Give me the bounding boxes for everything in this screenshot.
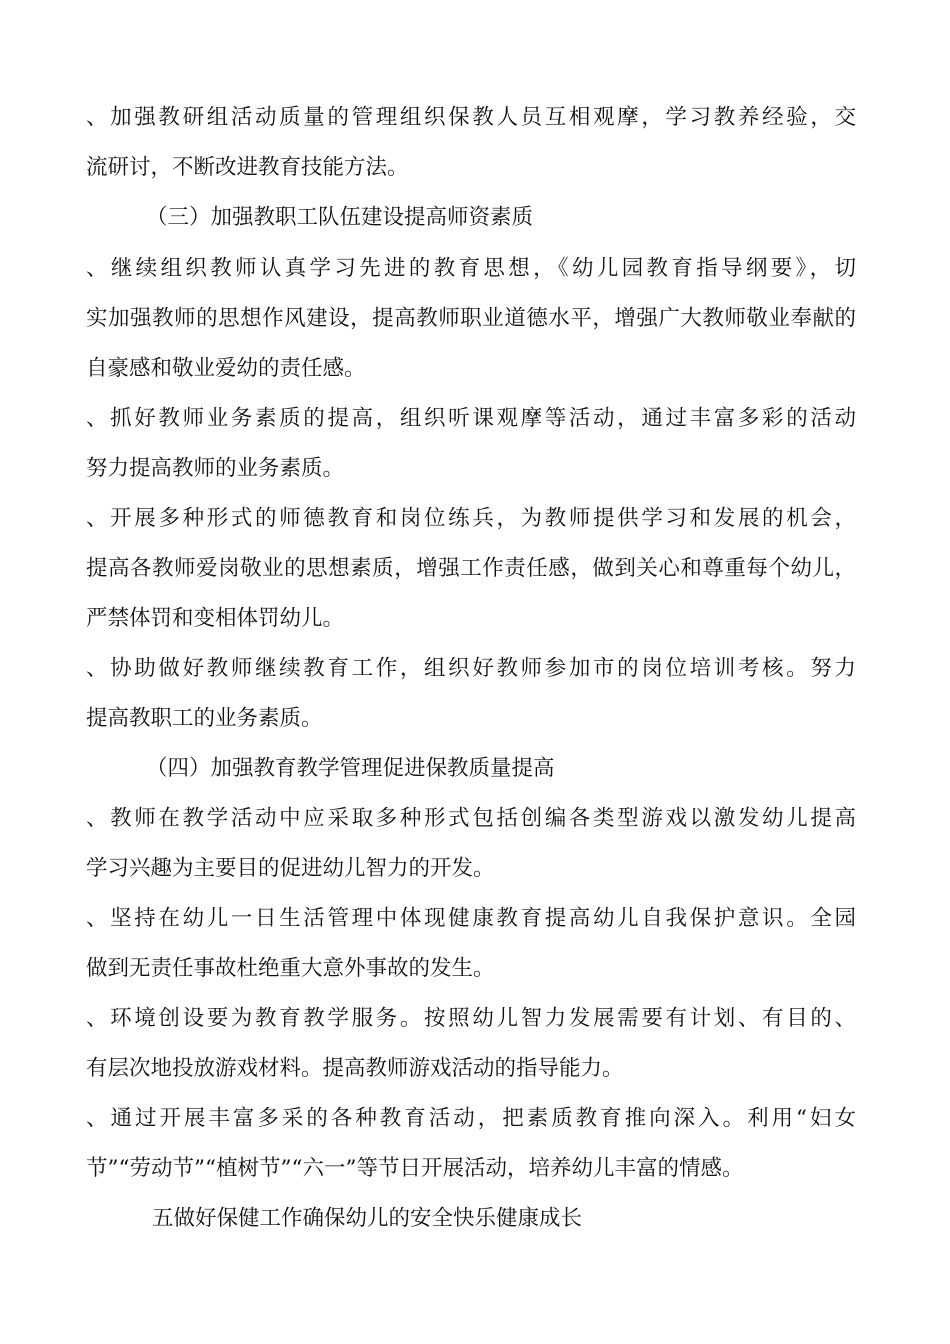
section-heading: （四）加强教育教学管理促进保教质量提高 (146, 756, 555, 781)
text-line: 、协助做好教师继续教育工作，组织好教师参加市的岗位培训考核。努力 (86, 656, 856, 681)
text-line: 自豪感和敬业爱幼的责任感。 (86, 356, 366, 381)
text-line: 努力提高教师的业务素质。 (86, 456, 345, 481)
text-line: 有层次地投放游戏材料。提高教师游戏活动的指导能力。 (86, 1056, 624, 1081)
text-line: 、开展多种形式的师德教育和岗位练兵，为教师提供学习和发展的机会， (86, 506, 856, 531)
section-heading: （三）加强教职工队伍建设提高师资素质 (146, 205, 534, 230)
text-line: 学习兴趣为主要目的促进幼儿智力的开发。 (86, 856, 495, 881)
text-line: 提高教职工的业务素质。 (86, 706, 323, 731)
text-line: 、教师在教学活动中应采取多种形式包括创编各类型游戏以激发幼儿提高 (86, 806, 856, 831)
text-line: 、通过开展丰富多采的各种教育活动，把素质教育推向深入。利用“妇女 (86, 1106, 856, 1131)
text-line: 流研讨，不断改进教育技能方法。 (86, 155, 409, 180)
text-line: 严禁体罚和变相体罚幼儿。 (86, 606, 345, 631)
text-line: 、抓好教师业务素质的提高，组织听课观摩等活动，通过丰富多彩的活动 (86, 406, 856, 431)
text-line: 、继续组织教师认真学习先进的教育思想，《幼儿园教育指导纲要》，切 (86, 256, 856, 281)
text-line: 、坚持在幼儿一日生活管理中体现健康教育提高幼儿自我保护意识。全园 (86, 906, 856, 931)
text-line: 实加强教师的思想作风建设，提高教师职业道德水平，增强广大教师敬业奉献的 (86, 306, 856, 331)
text-line: 、加强教研组活动质量的管理组织保教人员互相观摩，学习教养经验，交 (86, 105, 856, 130)
text-line: 提高各教师爱岗敬业的思想素质，增强工作责任感，做到关心和尊重每个幼儿， (86, 556, 856, 581)
text-line: 、环境创设要为教育教学服务。按照幼儿智力发展需要有计划、有目的、 (86, 1006, 856, 1031)
text-line: 做到无责任事故杜绝重大意外事故的发生。 (86, 956, 495, 981)
section-heading: 五做好保健工作确保幼儿的安全快乐健康成长 (152, 1206, 583, 1231)
text-line: 节”“劳动节”“植树节”“六一”等节日开展活动，培养幼儿丰富的情感。 (86, 1156, 744, 1181)
